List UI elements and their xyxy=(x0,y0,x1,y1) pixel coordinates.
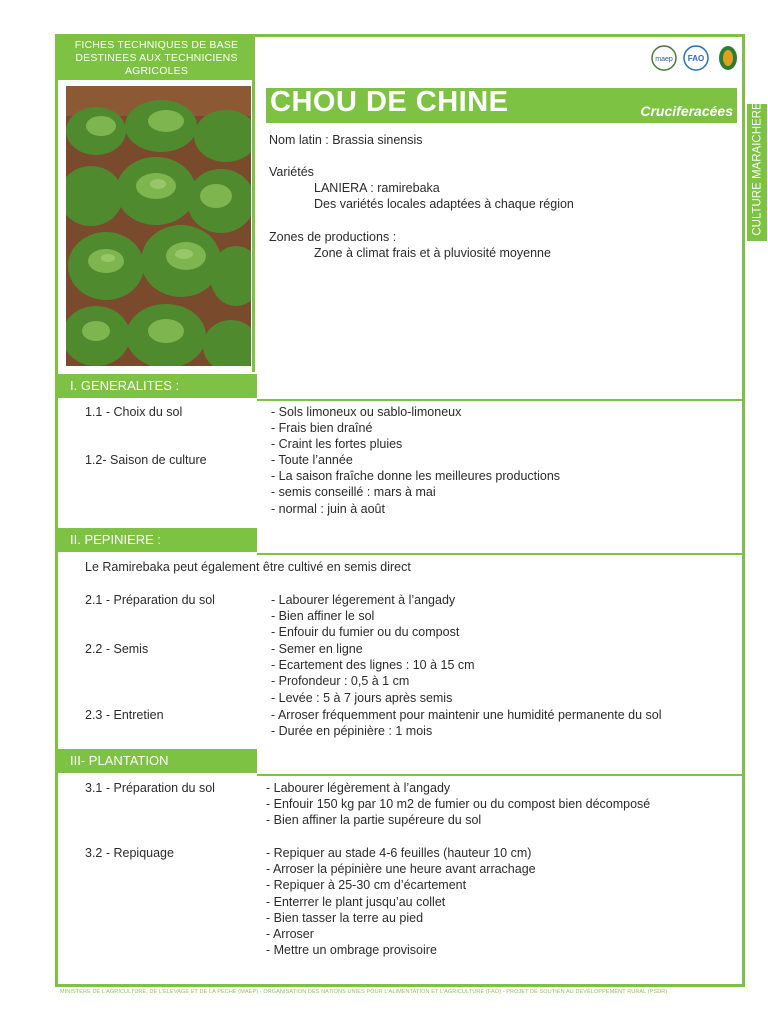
section-intro: Le Ramirebaka peut également être cultivé en semis direct xyxy=(85,560,411,574)
item-line: - Bien tasser la terre au pied xyxy=(266,910,424,925)
item-line: - Arroser xyxy=(266,926,314,941)
zones-label: Zones de productions : xyxy=(269,230,397,244)
item-line: - Enfouir du fumier ou du compost xyxy=(271,625,460,640)
item-line: - Arroser la pépinière une heure avant arrachage xyxy=(266,862,536,877)
item-line: - Enfouir 150 kg par 10 m2 de fumier ou du compost bien décomposé xyxy=(266,797,651,812)
item-line: - Frais bien draîné xyxy=(271,421,373,436)
fao-logo xyxy=(684,46,708,70)
footer-credits: MINISTERE DE L’AGRICULTURE, DE L’ELEVAGE ET DE LA PECHE (MAEP) - ORGANISATION DES NATIONS UNIES POUR L’ALIMENTATION ET L’AGRICULTURE (FAO) - PROJET DE SOUTIEN AU DEVELOPPEMENT RURAL (PSDR) xyxy=(60,989,668,995)
item-line: - Repiquer à 25-30 cm d’écartement xyxy=(266,878,467,893)
item-line: - Sols limoneux ou sablo-limoneux xyxy=(271,405,462,419)
zones-item: Zone à climat frais et à pluviosité moyenne xyxy=(314,246,551,260)
item-line: - Bien affiner le sol xyxy=(271,609,375,624)
item-lines xyxy=(271,404,461,453)
item-label: 2.2 - Semis xyxy=(85,642,149,656)
item-label: 1.1 - Choix du sol xyxy=(85,405,183,419)
item-label: 1.2- Saison de culture xyxy=(85,453,207,467)
varieties-list xyxy=(314,180,574,212)
section-pepiniere-heading: II. PEPINIERE : xyxy=(58,528,257,552)
varieties-label: Variétés xyxy=(269,165,314,179)
side-tab xyxy=(747,104,767,241)
item-label: 3.2 - Repiquage xyxy=(85,846,174,860)
item-label: 2.1 - Préparation du sol xyxy=(85,593,215,607)
page-title: CHOU DE CHINE xyxy=(270,86,509,118)
title-bar xyxy=(266,88,737,123)
item-line: - Labourer légèrement à l’angady xyxy=(266,781,451,795)
svg-text:FAO: FAO xyxy=(687,54,705,63)
variety-item: Des variétés locales adaptées à chaque région xyxy=(314,197,574,212)
item-line: - Mettre un ombrage provisoire xyxy=(266,943,437,958)
item-line: - Ecartement des lignes : 10 à 15 cm xyxy=(271,658,475,673)
section-divider xyxy=(257,774,743,776)
item-line: - Levée : 5 à 7 jours après semis xyxy=(271,690,453,705)
item-lines xyxy=(266,845,536,958)
svg-text:maep: maep xyxy=(655,56,673,63)
item-line: - Semer en ligne xyxy=(271,642,363,656)
item-line: - Arroser fréquemment pour maintenir une humidité permanente du sol xyxy=(271,708,662,722)
item-line: - Bien affiner la partie supéreure du sol xyxy=(266,813,482,828)
section-plantation-heading: III- PLANTATION xyxy=(58,749,257,773)
cabbage-photo xyxy=(66,86,251,366)
item-lines xyxy=(271,452,560,517)
item-line: - Durée en pépinière : 1 mois xyxy=(271,724,433,739)
item-line: - Craint les fortes pluies xyxy=(271,437,403,452)
item-label: 3.1 - Préparation du sol xyxy=(85,781,215,795)
section-divider xyxy=(257,399,743,401)
item-lines xyxy=(271,707,661,739)
item-label: 2.3 - Entretien xyxy=(85,708,164,722)
item-line: - Repiquer au stade 4-6 feuilles (hauteur 10 cm) xyxy=(266,846,532,860)
item-line: - Enterrer le plant jusqu’au collet xyxy=(266,894,446,909)
variety-item: LANIERA : ramirebaka xyxy=(314,181,440,195)
item-line: - Toute l’année xyxy=(271,453,353,467)
item-lines xyxy=(271,592,459,641)
item-lines xyxy=(266,780,650,829)
header-line: FICHES TECHNIQUES DE BASE xyxy=(74,39,239,51)
header-line: AGRICOLES xyxy=(124,65,189,77)
latin-name: Nom latin : Brassia sinensis xyxy=(269,133,423,147)
psdr-logo xyxy=(719,46,737,70)
plant-family: Cruciferacées xyxy=(640,103,733,119)
maep-logo xyxy=(652,46,676,70)
section-generalites-heading: I. GENERALITES : xyxy=(58,374,257,398)
item-line: - Labourer légerement à l’angady xyxy=(271,593,456,607)
item-lines xyxy=(271,641,475,706)
item-line: - La saison fraîche donne les meilleures productions xyxy=(271,469,561,484)
partner-logos xyxy=(650,44,742,72)
item-line: - Profondeur : 0,5 à 1 cm xyxy=(271,674,410,689)
item-line: - normal : juin à août xyxy=(271,501,385,516)
side-tab-label: CULTURE MARAICHERE xyxy=(751,102,764,236)
series-header xyxy=(58,37,255,80)
item-line: - semis conseillé : mars à mai xyxy=(271,485,436,500)
header-line: DESTINEES AUX TECHNICIENS xyxy=(75,52,238,64)
section-divider xyxy=(257,553,743,555)
